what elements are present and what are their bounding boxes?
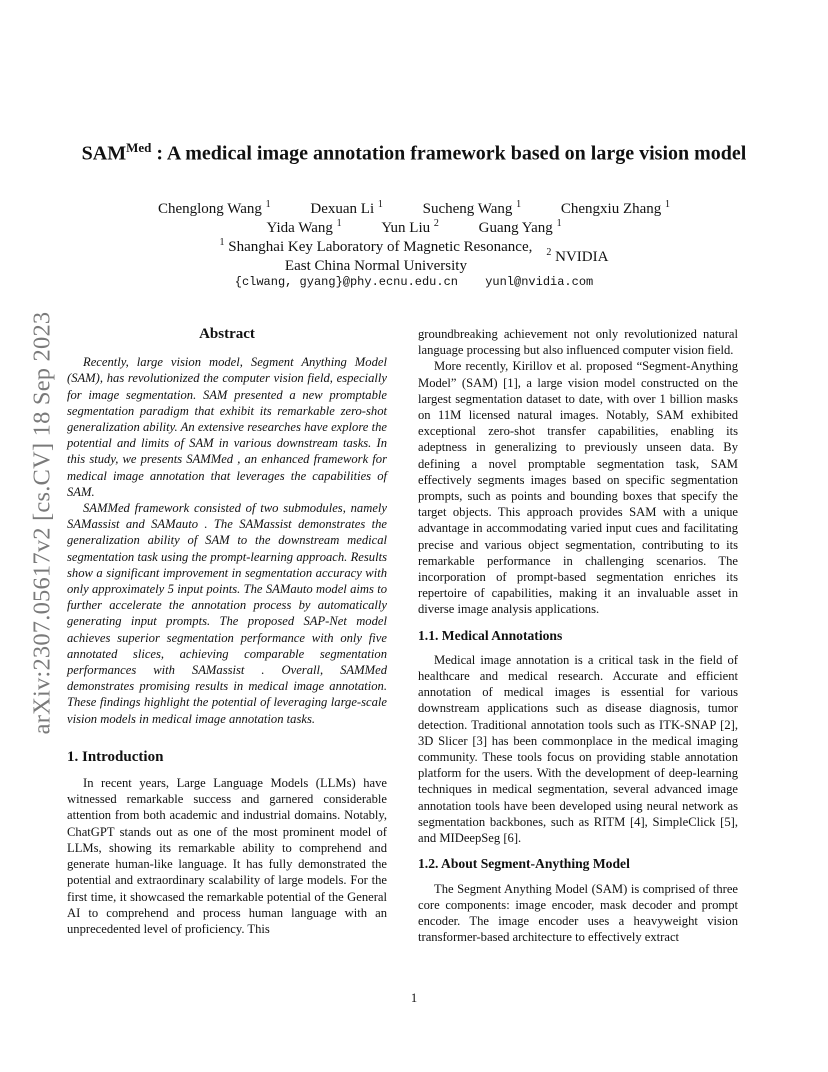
arxiv-identifier: arXiv:2307.05617v2 [cs.CV] 18 Sep 2023	[28, 311, 56, 734]
affiliations	[0, 233, 828, 276]
subsection-heading: 1.2. About Segment-Anything Model	[418, 856, 630, 872]
introduction	[67, 749, 387, 937]
email: yunl@nvidia.com	[485, 275, 594, 289]
body-paragraph: Medical image annotation is a critical task in the field of healthcare and medical research. Accurate and efficient annotation of medical images is essential for various downstream applications such as disease diagnosis, tumor detection. Traditional annotation tools such as ITK-SNAP [2], 3D Slicer [3] has been commonplace in the medical imaging community. These tools focus on providing stable annotation platform for the users. With the development of deep-learning techniques in medical segmentation, several advanced image annotation tools have been developed using neural network as segmentation backbones, such as RITM [4], SimpleClick [5], and MIDeepSeg [6].	[418, 652, 738, 846]
abstract-heading: Abstract	[199, 326, 255, 342]
right-column	[418, 326, 738, 945]
affiliation-2: $^2$ NVIDIA	[546, 246, 609, 265]
abstract	[67, 326, 387, 727]
author-emails	[0, 275, 828, 289]
author: Sucheng Wang $^1$	[422, 199, 522, 217]
page-number: 1	[410, 991, 418, 1005]
left-column	[67, 326, 387, 937]
author: Chengxiu Zhang $^1$	[560, 199, 671, 217]
author: Dexuan Li $^1$	[310, 199, 383, 217]
body-paragraph: groundbreaking achievement not only revolutionized natural language processing but also influenced computer vision field.	[418, 327, 738, 358]
author: Guang Yang $^1$	[478, 218, 562, 236]
abstract-paragraph: Recently, large vision model, Segment Anything Model (SAM), has revolutionized the computer vision field, especially for image segmentation. SAM presented a new promptable segmentation paradigm that exhibit its remarkable zero-shot generalization ability. An extensive researches have explore the potential and limits of SAM in various downstream tasks. In this study, we presents SAMMed , an enhanced framework for medical image annotation that leverages the capabilities of SAM.	[67, 355, 387, 499]
affiliation-1: $^1$ Shanghai Key Laboratory of Magnetic Resonance, East China Normal University	[219, 237, 533, 274]
subsection-heading: 1.1. Medical Annotations	[418, 627, 563, 643]
body-paragraph: More recently, Kirillov et al. proposed “Segment-Anything Model” (SAM) [1], a large vision model constructed on the largest segmentation dataset to date, with over 1 billion masks on 11M licensed natural images. Notably, SAM exhibited exceptional zero-shot transfer capabilities, enabling its adeptness in generalizing to previously unseen data. By defining a novel promptable segmentation task, SAM effectively segments images based on specific segmentation prompts, such as points and bounding boxes that specify the target objects. This approach provides SAM with a unique advantage in accommodating varied input cues and facilitating precise and various object segmentation, contributing to its remarkable performance in challenging scenarios. The incorporation of prompt-based segmentation enriches its repertoire of capabilities, making it an invaluable asset in diverse image analysis applications.	[418, 359, 738, 617]
author: Yun Liu $^2$	[381, 218, 439, 236]
body-paragraph: In recent years, Large Language Models (LLMs) have witnessed remarkable success and garnered considerable attention from both academic and industrial domains. Notably, ChatGPT stands out as one of the most prominent model of LLMs, showing its remarkable ability to comprehend and generate human-like language. It has fully demonstrated the potential and extraordinary scalability of large models. For the first time, it showcased the remarkable potential of the General AI to comprehend and process human language with an unprecedented level of proficiency. This	[67, 776, 387, 936]
author: Yida Wang $^1$	[266, 218, 342, 236]
paper-title: $SAM^{Med}$ : A medical image annotation framework based on large vision model	[81, 140, 747, 165]
email: {clwang, gyang}@phy.ecnu.edu.cn	[234, 275, 458, 289]
body-paragraph: The Segment Anything Model (SAM) is comprised of three core components: image encoder, mask decoder and prompt encoder. The image encoder uses a heavyweight vision transformer-based architecture to effectively extract	[418, 881, 738, 945]
section-heading: 1. Introduction	[67, 748, 164, 765]
abstract-paragraph: SAMMed framework consisted of two submodules, namely SAMassist and SAMauto . The SAMassist demonstrates the generalization ability of SAM to the downstream medical segmentation task using the prompt-learning approach. Results show a significant improvement in segmentation accuracy with only approximately 5 input points. The SAMauto model aims to further accelerate the annotation process by automatically generating input prompts. The proposed SAP-Net model achieves superior segmentation performance with only five annotated slices, achieving comparable segmentation performances with SAMassist . Overall, SAMMed demonstrates promising results in medical image annotation. These findings highlight the potential of leveraging large-scale vision models in medical image annotation tasks.	[67, 501, 387, 726]
author: Chenglong Wang $^1$	[157, 199, 271, 217]
